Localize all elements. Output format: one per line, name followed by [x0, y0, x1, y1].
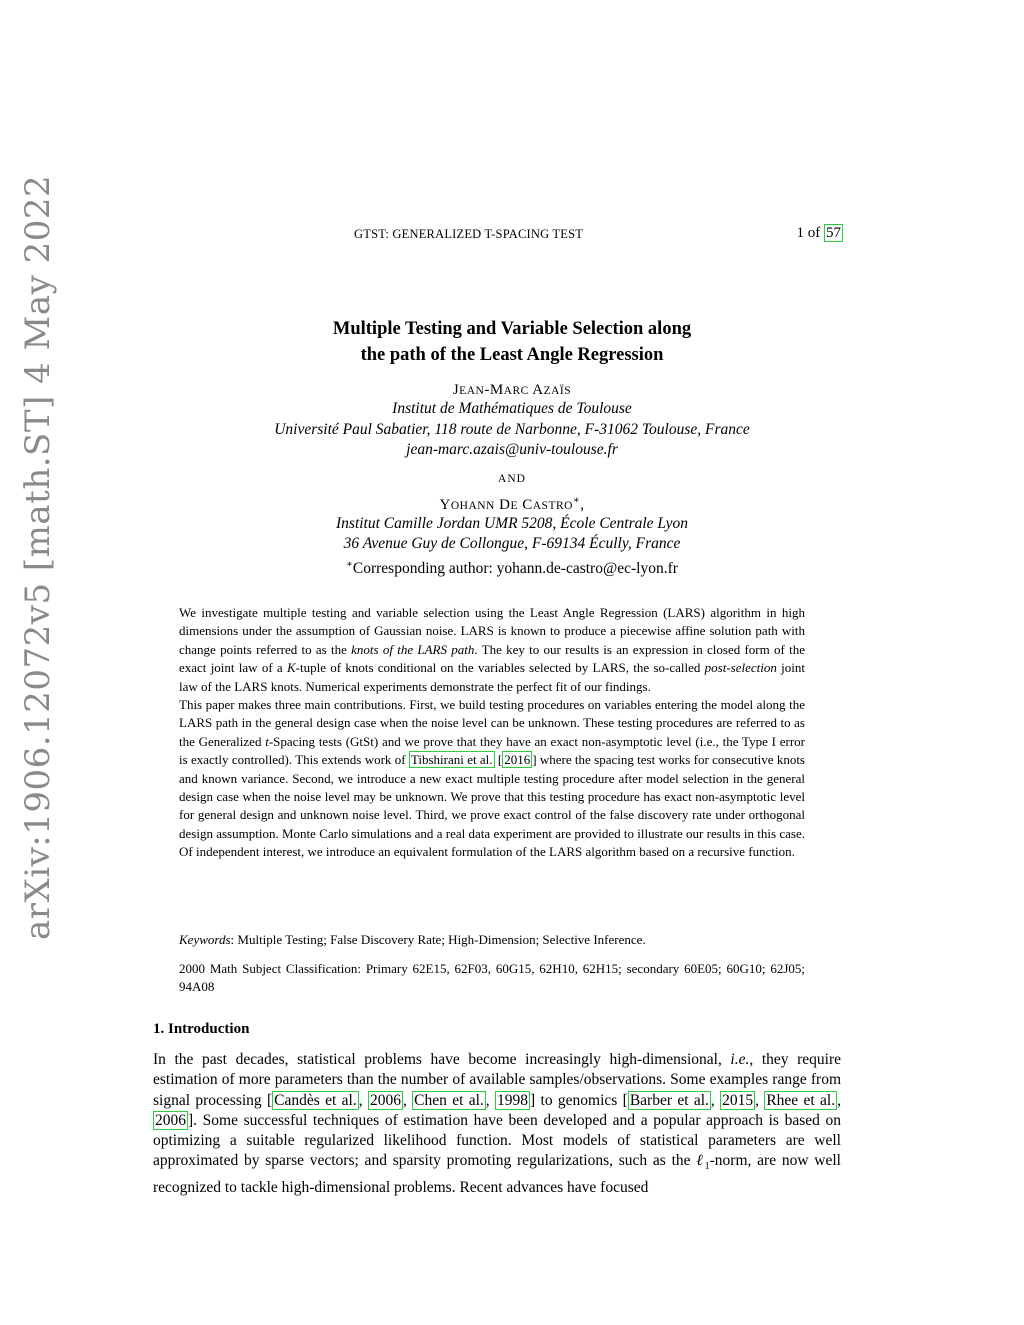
running-header [0, 227, 1024, 247]
abstract-paragraph-1: We investigate multiple testing and variable selection using the Least Angle Regression (LARS) algorithm in high dimensions under the assumption of Gaussian noise. LARS is known to produce a piecewise affine solution path with change points referred to as the knots of the LARS path. The key to our results is an expression in closed form of the exact joint law of a K-tuple of knots conditional on the variables selected by LARS, the so-called post-selection joint law of the LARS knots. Numerical experiments demonstrate the perfect fit of our findings. [179, 605, 805, 694]
author-1-address: Université Paul Sabatier, 118 route de Narbonne, F-31062 Toulouse, France [274, 420, 750, 438]
author-1-email: jean-marc.azais@univ-toulouse.fr [406, 441, 618, 458]
citation-link[interactable]: Candès et al. [274, 1091, 357, 1109]
introduction-paragraph: In the past decades, statistical problems have become increasingly high-dimensional, i.e., they require estimation of more parameters than the number of available samples/observations. Some examples range from signal processing [ Candès et al. , 2006 , Chen et al. , 1998 ] to genomics [ Barber et al. , 2015 , Rhee et al. , 2006 ]. Some successful techniques of estimation have been developed and a popular approach is based on optimizing a suitable regularized likelihood function. Most models of statistical parameters are well approximated by sparse vectors; and sparsity promoting regularizations, such as the ℓ$_1$-norm, are now well recognized to tackle high-dimensional problems. Recent advances have focused [153, 1051, 841, 1196]
corresponding-star: ∗ [572, 494, 581, 506]
citation-link[interactable]: Rhee et al. [766, 1091, 836, 1109]
citation-link[interactable]: Tibshirani et al. [410, 752, 493, 768]
title-block [0, 316, 1024, 579]
total-pages-link[interactable]: 57 [826, 225, 841, 241]
author-separator: AND [498, 472, 526, 485]
citation-link[interactable]: Barber et al. [629, 1091, 709, 1109]
corresponding-author: ∗Corresponding author: yohann.de-castro@ec-lyon.fr [346, 558, 678, 577]
citation-year-link[interactable]: 2006 [155, 1111, 186, 1129]
page-number [797, 225, 844, 242]
subject-classification: 2000 Math Subject Classification: Primary 62E15, 62F03, 60G15, 62H10, 62H15; secondary 60E05; 60G10; 62J05; 94A08 [179, 961, 805, 995]
author-2-name: YOHANN DE CASTRO∗, [439, 494, 585, 513]
author-2-institute: Institut Camille Jordan UMR 5208, École Centrale Lyon [336, 514, 688, 532]
citation-link[interactable]: Chen et al. [414, 1091, 484, 1109]
paper-title-line-1: Multiple Testing and Variable Selection along [332, 319, 692, 339]
citation-year-link[interactable]: 2015 [722, 1091, 754, 1109]
abstract [179, 604, 805, 862]
running-title: GTST: GENERALIZED T-SPACING TEST [354, 227, 584, 241]
page-prefix: 1 of [796, 225, 824, 241]
author-1-name: JEAN-MARC AZAÏS [452, 382, 572, 398]
arxiv-identifier: arXiv:1906.12072v5 [math.ST] 4 May 2022 [18, 174, 58, 940]
paper-title-line-2: the path of the Least Angle Regression [360, 345, 664, 365]
abstract-paragraph-2: This paper makes three main contributions. First, we build testing procedures on variables entering the model along the LARS path in the general design case when the noise level can be unknown. These testing procedures are referred to as the Generalized t-Spacing tests (GtSt) and we prove that they have an exact non-asymptotic level (i.e., the Type I error is exactly controlled). This extends work of Tibshirani et al. [ 2016 ] where the spacing test works for consecutive knots and known variance. Second, we introduce a new exact multiple testing procedure after model selection in the general design case when the noise level may be unknown. We prove that this testing procedure has exact non-asymptotic level for general design and unknown noise level. Third, we prove exact control of the false discovery rate under orthogonal design assumption. Monte Carlo simulations and a real data experiment are provided to illustrate our results in this case. Of independent interest, we introduce an equivalent formulation of the LARS algorithm based on a recursive function. [179, 697, 805, 860]
section-heading: 1. Introduction [153, 1021, 250, 1037]
author-1-institute: Institut de Mathématiques de Toulouse [392, 400, 632, 417]
citation-year-link[interactable]: 1998 [497, 1091, 529, 1109]
keywords: Keywords: Multiple Testing; False Discovery Rate; High-Dimension; Selective Inference. [179, 932, 646, 947]
citation-year-link[interactable]: 2006 [369, 1091, 401, 1109]
paper-title [0, 316, 1024, 368]
author-2-address: 36 Avenue Guy de Collongue, F-69134 Écully, France [343, 535, 681, 552]
citation-year-link[interactable]: 2016 [504, 752, 531, 768]
